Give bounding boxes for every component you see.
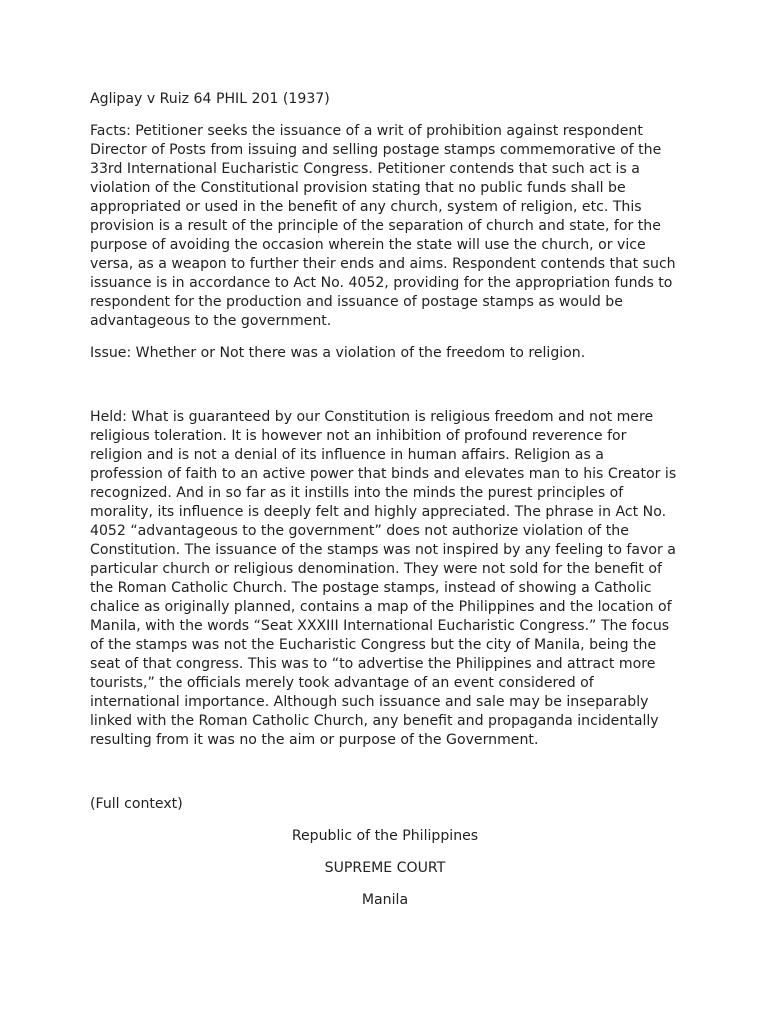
full-context-label: (Full context)	[90, 796, 183, 812]
court-header-country: Republic of the Philippines	[291, 828, 479, 844]
held-paragraph: Held: What is guaranteed by our Constitution is religious freedom and not mere religious toleration. It is however not an inhibition of profound reverence for religion and is not a denial of its influence in human affairs. Religion as a profession of faith to an active power that binds and elevates man to his Creator is recognized. And in so far as it instills into the minds the purest principles of morality, its influence is deeply felt and highly appreciated. The phrase in Act No. 4052 “advantageous to the government” does not authorize violation of the Constitution. The issuance of the stamps was not inspired by any feeling to favor a particular church or religious denomination. They were not sold for the benefit of the Roman Catholic Church. The postage stamps, instead of showing a Catholic chalice as originally planned, contains a map of the Philippines and the location of Manila, with the words “Seat XXXIII International Eucharistic Congress.” The focus of the stamps was not the Eucharistic Congress but the city of Manila, being the seat of that congress. This was to “to advertise the Philippines and attract more tourists,” the officials merely took advantage of an event considered of international importance. Although such issuance and sale may be inseparably linked with the Roman Catholic Church, any benefit and propaganda incidentally resulting from it was no the aim or purpose of the Government.	[90, 409, 677, 748]
case-title: Aglipay v Ruiz 64 PHIL 201 (1937)	[90, 91, 330, 107]
court-header-city: Manila	[361, 892, 409, 908]
document-page	[90, 90, 680, 923]
court-header-court: SUPREME COURT	[324, 860, 446, 876]
facts-paragraph: Facts: Petitioner seeks the issuance of a writ of prohibition against respondent Director of Posts from issuing and selling postage stamps commemorative of the 33rd International Eucharistic Congress. Petitioner contends that such act is a violation of the Constitutional provision stating that no public funds shall be appropriated or used in the benefit of any church, system of religion, etc. This provision is a result of the principle of the separation of church and state, for the purpose of avoiding the occasion wherein the state will use the church, or vice versa, as a weapon to further their ends and aims. Respondent contends that such issuance is in accordance to Act No. 4052, providing for the appropriation funds to respondent for the production and issuance of postage stamps as would be advantageous to the government.	[90, 123, 676, 329]
issue-paragraph: Issue: Whether or Not there was a violation of the freedom to religion.	[90, 345, 586, 361]
